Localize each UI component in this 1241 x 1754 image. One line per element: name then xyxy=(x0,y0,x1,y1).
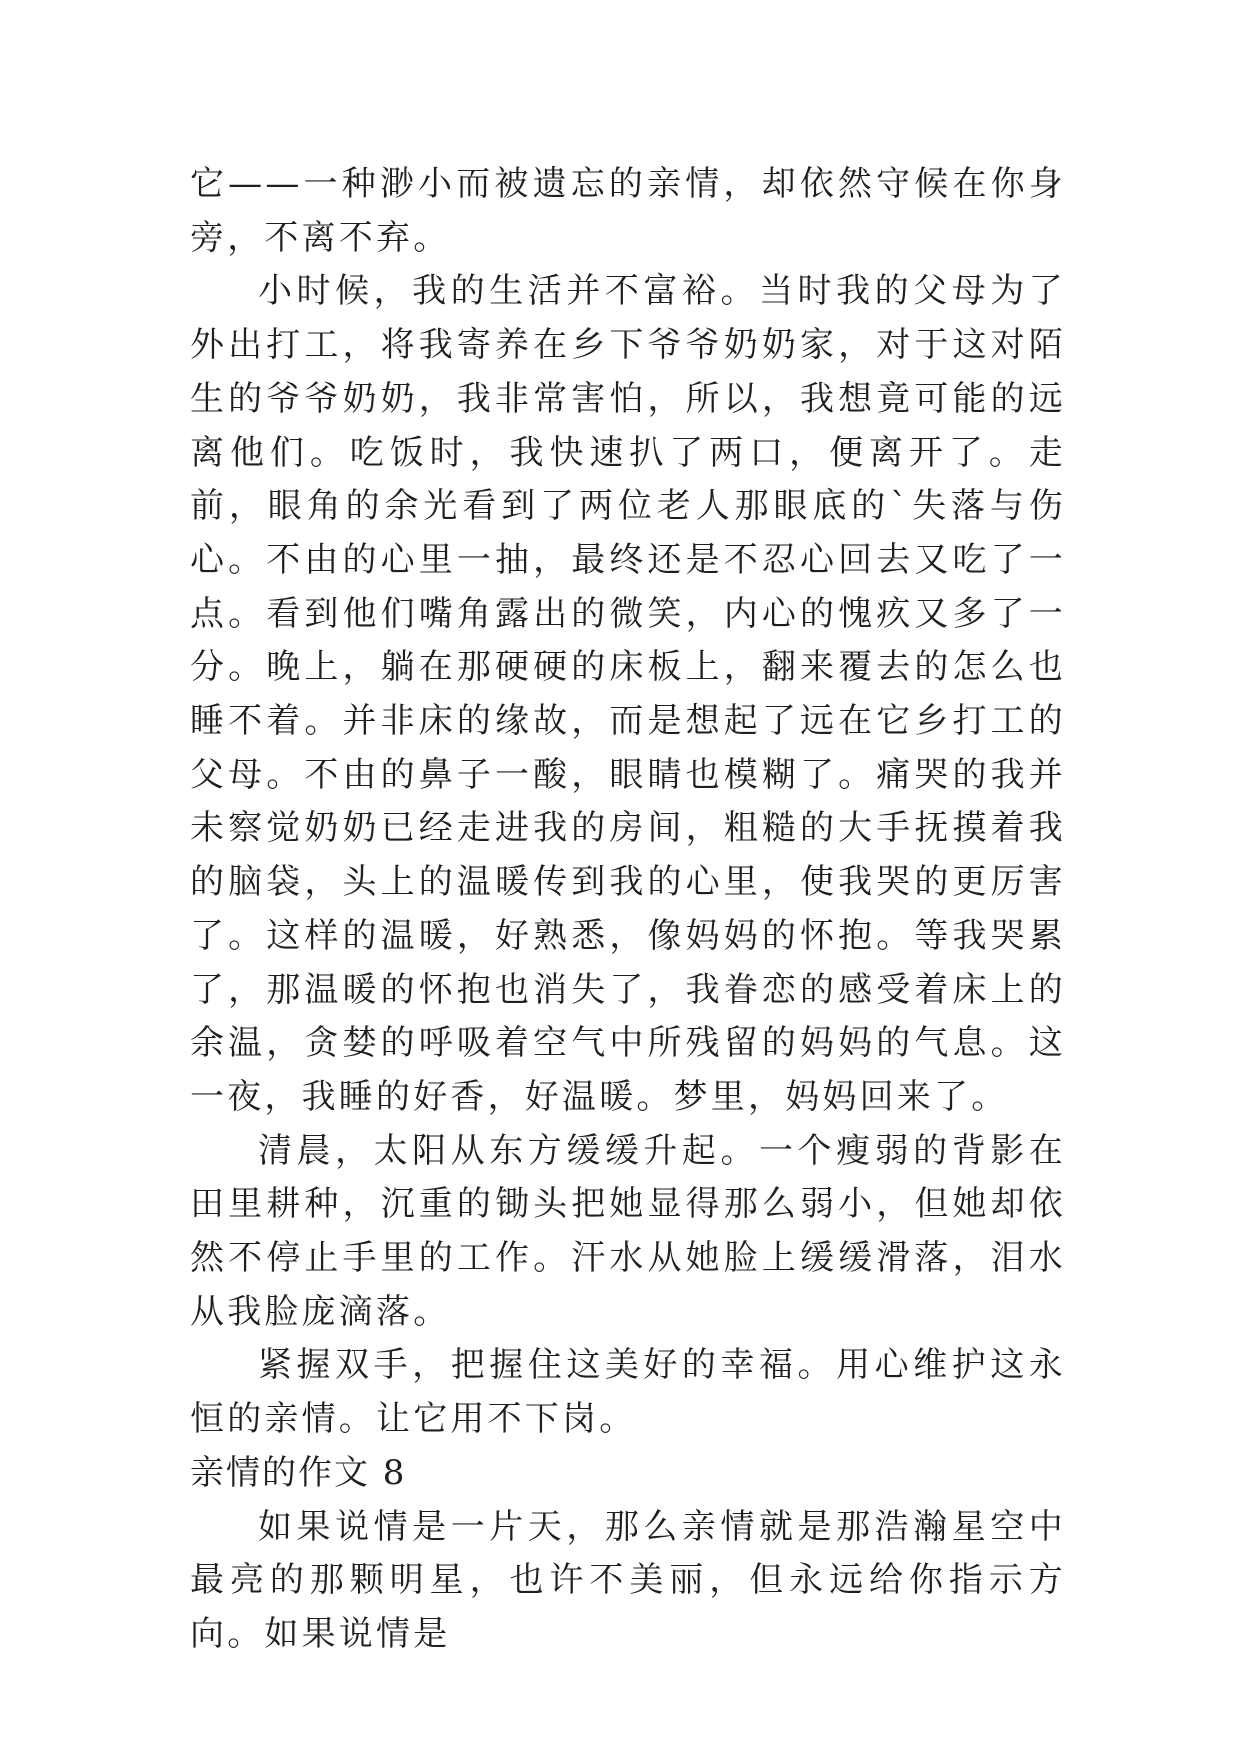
document-body xyxy=(190,158,1066,1662)
section-heading: 亲情的作文 8 xyxy=(190,1452,407,1493)
paragraph-conclusion: 紧握双手，把握住这美好的幸福。用心维护这永恒的亲情。让它用不下岗。 xyxy=(190,1345,1066,1440)
paragraph-intro: 如果说情是一片天，那么亲情就是那浩瀚星空中最亮的那颗明星，也许不美丽，但永远给你指示方向。如果说情是 xyxy=(190,1506,1066,1654)
paragraph-continuation: 它——一种渺小而被遗忘的亲情，却依然守候在你身旁，不离不弃。 xyxy=(190,164,1066,258)
paragraph-morning: 清晨，太阳从东方缓缓升起。一个瘦弱的背影在田里耕种，沉重的锄头把她显得那么弱小，但她却依然不停止手里的工作。汗水从她脸上缓缓滑落，泪水从我脸庞滴落。 xyxy=(190,1130,1066,1332)
paragraph-childhood: 小时候，我的生活并不富裕。当时我的父母为了外出打工，将我寄养在乡下爷爷奶奶家，对于这对陌生的爷爷奶奶，我非常害怕，所以，我想竟可能的远离他们。吃饭时，我快速扒了两口，便离开了。走前，眼角的余光看到了两位老人那眼底的`失落与伤心。不由的心里一抽，最终还是不忍心回去又吃了一点。看到他们嘴角露出的微笑，内心的愧疚又多了一分。晚上，躺在那硬硬的床板上，翻来覆去的怎么也睡不着。并非床的缘故，而是想起了远在它乡打工的父母。不由的鼻子一酸，眼睛也模糊了。痛哭的我并未察觉奶奶已经走进我的房间，粗糙的大手抚摸着我的脑袋，头上的温暖传到我的心里，使我哭的更厉害了。这样的温暖，好熟悉，像妈妈的怀抱。等我哭累了，那温暖的怀抱也消失了，我眷恋的感受着床上的余温，贪婪的呼吸着空气中所残留的妈妈的气息。这一夜，我睡的好香，好温暖。梦里，妈妈回来了。 xyxy=(190,271,1066,1117)
